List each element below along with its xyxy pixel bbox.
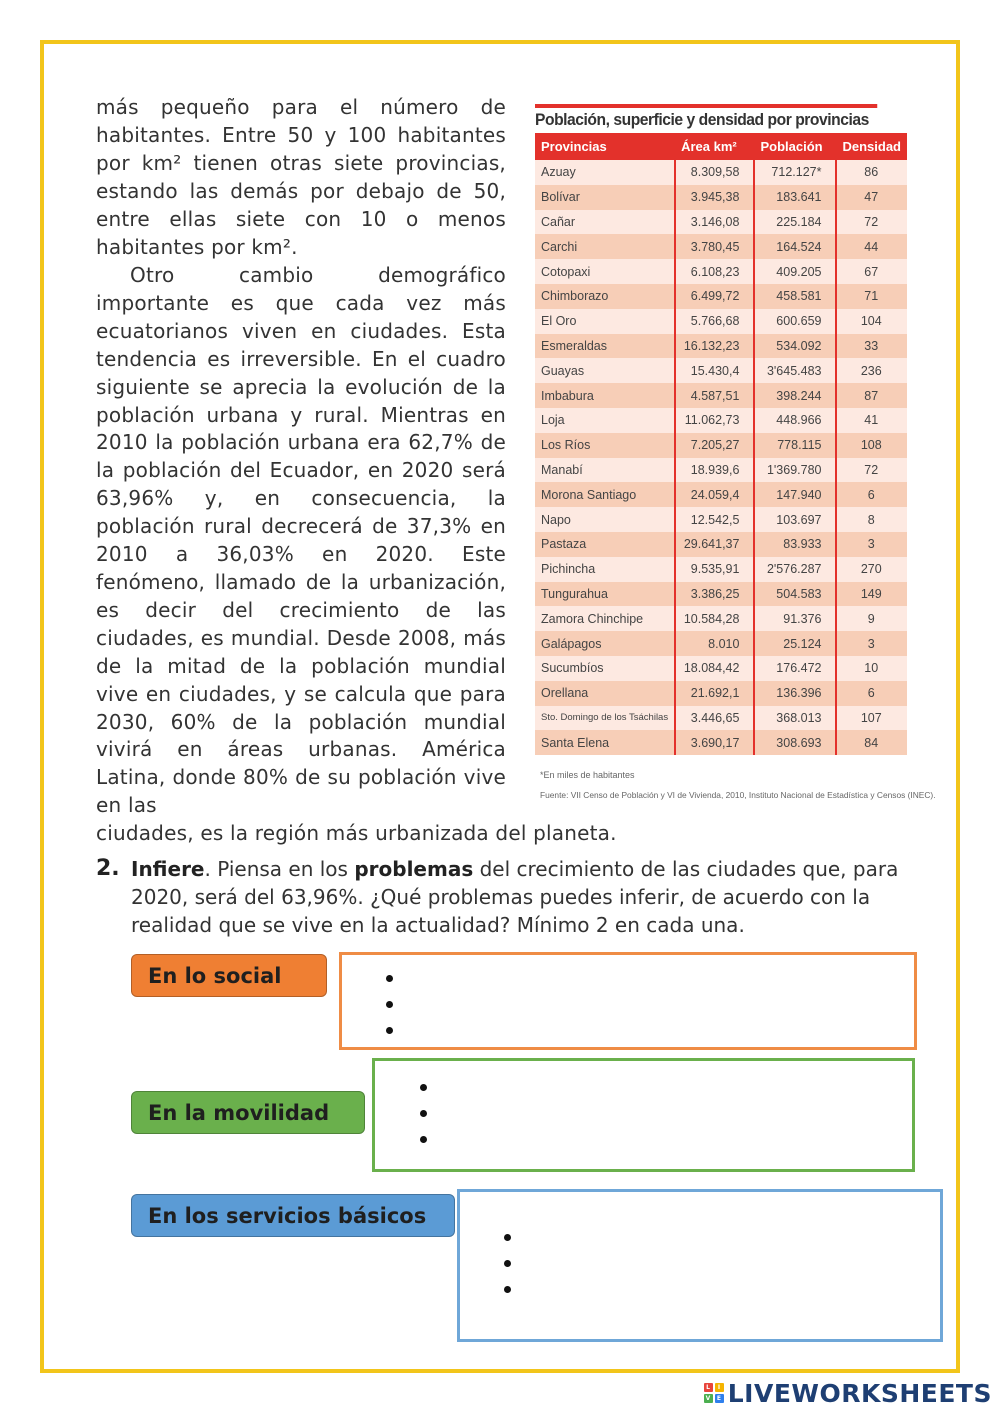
cell-provincia: Bolívar — [535, 185, 675, 210]
table-row — [535, 582, 907, 607]
cell-densidad: 33 — [836, 334, 907, 359]
cell-area: 12.542,5 — [675, 507, 754, 532]
cell-densidad: 10 — [836, 656, 907, 681]
cell-poblacion: 712.127* — [754, 160, 836, 185]
cell-poblacion: 147.940 — [754, 482, 836, 507]
cell-densidad: 9 — [836, 606, 907, 631]
cell-poblacion: 458.581 — [754, 284, 836, 309]
table-row — [535, 259, 907, 284]
cell-area: 21.692,1 — [675, 681, 754, 706]
label-movilidad: En la movilidad — [131, 1091, 365, 1134]
reading-paragraph-2: Otro cambio demográfico importante es que cada vez más ecuatorianos viven en ciudades. Esta tendencia es irreversible. En el cuadro siguiente se aprecia la evolución de la población urbana y rural. Mientras en 2010 la población urbana era 62,7% de la población del Ecuador, en 2020 será 63,96% y, en consecuencia, la población rural decrecerá de 37,3% en 2010 a 36,03% en 2020. Este fenómeno, llamado de la urbanización, es decir del crecimiento de las ciudades, es mundial. Desde 2008, más de la mitad de la población mundial vive en ciudades, y se calcula que para 2030, 60% de la población mundial vivirá en áreas urbanas. América Latina, donde 80% de su población vive en las — [96, 263, 506, 818]
cell-provincia: Napo — [535, 507, 675, 532]
cell-area: 3.690,17 — [675, 730, 754, 755]
table-row — [535, 284, 907, 309]
cell-densidad: 86 — [836, 160, 907, 185]
cell-provincia: Santa Elena — [535, 730, 675, 755]
cell-poblacion: 3'645.483 — [754, 358, 836, 383]
cell-poblacion: 398.244 — [754, 383, 836, 408]
question-bold-word: problemas — [354, 857, 474, 881]
provinces-table — [535, 133, 907, 755]
cell-densidad: 71 — [836, 284, 907, 309]
cell-poblacion: 778.115 — [754, 433, 836, 458]
cell-provincia: Sto. Domingo de los Tsáchilas — [535, 706, 675, 731]
table-row — [535, 160, 907, 185]
cell-poblacion: 409.205 — [754, 259, 836, 284]
table-row — [535, 656, 907, 681]
question-text-a: . Piensa en los — [204, 857, 355, 881]
cell-densidad: 84 — [836, 730, 907, 755]
cell-provincia: Morona Santiago — [535, 482, 675, 507]
table-row — [535, 532, 907, 557]
table-row — [535, 507, 907, 532]
cell-densidad: 8 — [836, 507, 907, 532]
cell-densidad: 47 — [836, 185, 907, 210]
cell-area: 3.386,25 — [675, 582, 754, 607]
cell-provincia: Esmeraldas — [535, 334, 675, 359]
cell-area: 3.446,65 — [675, 706, 754, 731]
cell-provincia: El Oro — [535, 309, 675, 334]
table-footnote: *En miles de habitantes — [540, 770, 635, 780]
table-row — [535, 681, 907, 706]
table-row — [535, 334, 907, 359]
cell-area: 18.084,42 — [675, 656, 754, 681]
cell-poblacion: 136.396 — [754, 681, 836, 706]
table-row — [535, 309, 907, 334]
liveworksheets-watermark — [704, 1377, 992, 1409]
cell-densidad: 6 — [836, 482, 907, 507]
table-row — [535, 606, 907, 631]
cell-area: 6.108,23 — [675, 259, 754, 284]
cell-poblacion: 368.013 — [754, 706, 836, 731]
cell-provincia: Guayas — [535, 358, 675, 383]
table-row — [535, 458, 907, 483]
cell-area: 3.945,38 — [675, 185, 754, 210]
cell-poblacion: 176.472 — [754, 656, 836, 681]
cell-provincia: Cotopaxi — [535, 259, 675, 284]
table-title: Población, superficie y densidad por provincias — [535, 104, 877, 130]
question-text — [131, 855, 906, 939]
table-row — [535, 234, 907, 259]
question-text-b: del crecimiento de las ciudades que, para 2020, será del 63,96%. ¿Qué problemas puedes inferir, de acuerdo con la realidad que se vive en la actualidad? Mínimo 2 en cada una. — [131, 857, 899, 937]
table-row — [535, 706, 907, 731]
cell-area: 7.205,27 — [675, 433, 754, 458]
label-social: En lo social — [131, 954, 327, 997]
cell-area: 8.309,58 — [675, 160, 754, 185]
cell-densidad: 149 — [836, 582, 907, 607]
cell-provincia: Orellana — [535, 681, 675, 706]
cell-poblacion: 448.966 — [754, 408, 836, 433]
table-row — [535, 482, 907, 507]
cell-poblacion: 25.124 — [754, 631, 836, 656]
cell-densidad: 67 — [836, 259, 907, 284]
header-area: Área km² — [675, 133, 754, 160]
cell-area: 8.010 — [675, 631, 754, 656]
cell-area: 15.430,4 — [675, 358, 754, 383]
cell-provincia: Pastaza — [535, 532, 675, 557]
header-densidad: Densidad — [836, 133, 907, 160]
cell-densidad: 104 — [836, 309, 907, 334]
header-poblacion: Población — [754, 133, 836, 160]
cell-poblacion: 504.583 — [754, 582, 836, 607]
cell-densidad: 72 — [836, 210, 907, 235]
table-header-row — [535, 133, 907, 160]
cell-poblacion: 2'576.287 — [754, 557, 836, 582]
cell-densidad: 107 — [836, 706, 907, 731]
cell-area: 16.132,23 — [675, 334, 754, 359]
cell-area: 24.059,4 — [675, 482, 754, 507]
cell-poblacion: 225.184 — [754, 210, 836, 235]
cell-poblacion: 308.693 — [754, 730, 836, 755]
cell-area: 3.146,08 — [675, 210, 754, 235]
table-source: Fuente: VII Censo de Población y VI de Vivienda, 2010, Instituto Nacional de Estadística y Censos (INEC). — [540, 790, 936, 800]
cell-provincia: Sucumbíos — [535, 656, 675, 681]
table-row — [535, 557, 907, 582]
table-row — [535, 383, 907, 408]
cell-densidad: 41 — [836, 408, 907, 433]
cell-area: 3.780,45 — [675, 234, 754, 259]
cell-provincia: Pichincha — [535, 557, 675, 582]
table-row — [535, 730, 907, 755]
table-row — [535, 210, 907, 235]
table-row — [535, 185, 907, 210]
cell-provincia: Zamora Chinchipe — [535, 606, 675, 631]
question-keyword: Infiere — [131, 857, 205, 881]
cell-provincia: Azuay — [535, 160, 675, 185]
answer-box-servicios[interactable] — [457, 1189, 943, 1342]
cell-provincia: Tungurahua — [535, 582, 675, 607]
cell-poblacion: 164.524 — [754, 234, 836, 259]
cell-densidad: 108 — [836, 433, 907, 458]
cell-provincia: Chimborazo — [535, 284, 675, 309]
cell-densidad: 236 — [836, 358, 907, 383]
cell-area: 29.641,37 — [675, 532, 754, 557]
reading-paragraph-3: ciudades, es la región más urbanizada del planeta. — [96, 821, 617, 845]
table-row — [535, 433, 907, 458]
cell-provincia: Galápagos — [535, 631, 675, 656]
cell-area: 6.499,72 — [675, 284, 754, 309]
cell-area: 4.587,51 — [675, 383, 754, 408]
cell-provincia: Imbabura — [535, 383, 675, 408]
cell-area: 11.062,73 — [675, 408, 754, 433]
cell-poblacion: 183.641 — [754, 185, 836, 210]
cell-provincia: Los Ríos — [535, 433, 675, 458]
cell-poblacion: 83.933 — [754, 532, 836, 557]
cell-provincia: Loja — [535, 408, 675, 433]
cell-poblacion: 600.659 — [754, 309, 836, 334]
cell-provincia: Manabí — [535, 458, 675, 483]
cell-densidad: 6 — [836, 681, 907, 706]
table-row — [535, 408, 907, 433]
cell-area: 9.535,91 — [675, 557, 754, 582]
answer-box-social[interactable] — [339, 952, 917, 1050]
cell-provincia: Cañar — [535, 210, 675, 235]
cell-provincia: Carchi — [535, 234, 675, 259]
cell-area: 18.939,6 — [675, 458, 754, 483]
question-number: 2. — [96, 856, 120, 881]
cell-poblacion: 1'369.780 — [754, 458, 836, 483]
cell-densidad: 270 — [836, 557, 907, 582]
cell-poblacion: 91.376 — [754, 606, 836, 631]
cell-area: 10.584,28 — [675, 606, 754, 631]
reading-paragraph-1: más pequeño para el número de habitantes. Entre 50 y 100 habitantes por km² tienen otras siete provincias, estando las demás por debajo de 50, entre ellas siete con 10 o menos habitantes por km². — [96, 95, 506, 259]
watermark-text: LIVEWORKSHEETS — [727, 1378, 992, 1408]
cell-densidad: 3 — [836, 631, 907, 656]
cell-densidad: 87 — [836, 383, 907, 408]
cell-densidad: 72 — [836, 458, 907, 483]
header-provincia: Provincias — [535, 133, 675, 160]
cell-poblacion: 103.697 — [754, 507, 836, 532]
answer-box-movilidad[interactable] — [372, 1058, 915, 1172]
liveworksheets-logo-icon: L I V E — [704, 1383, 724, 1403]
table-row — [535, 358, 907, 383]
table-row — [535, 631, 907, 656]
cell-densidad: 44 — [836, 234, 907, 259]
cell-densidad: 3 — [836, 532, 907, 557]
cell-area: 5.766,68 — [675, 309, 754, 334]
cell-poblacion: 534.092 — [754, 334, 836, 359]
label-servicios: En los servicios básicos — [131, 1194, 455, 1237]
